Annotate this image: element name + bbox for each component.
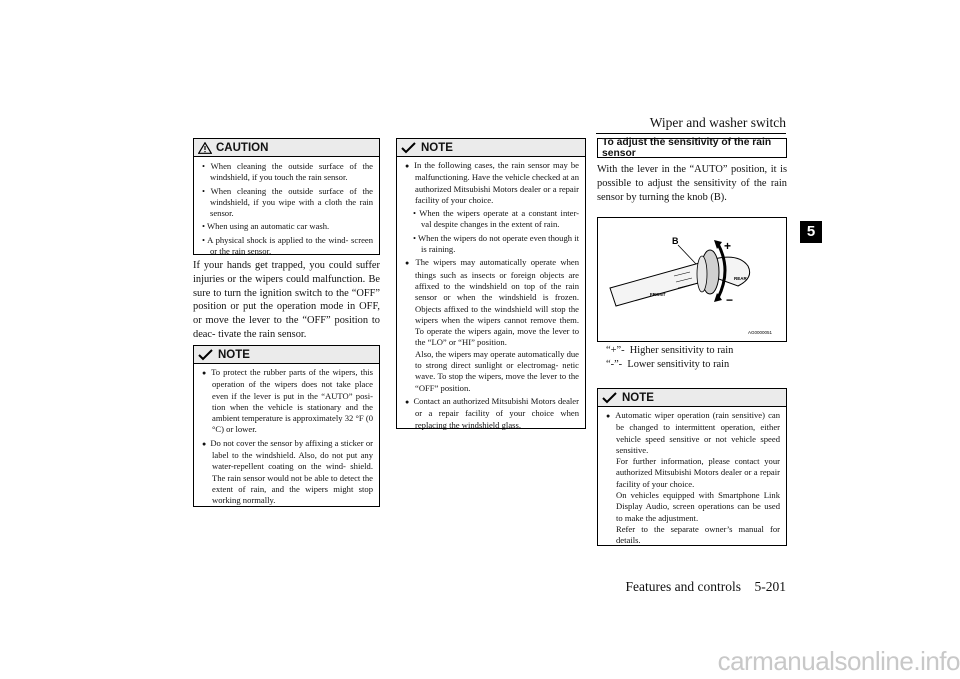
caution-box-header xyxy=(194,139,379,157)
watermark: carmanualsonline.info xyxy=(717,646,960,676)
note-middle-item: ● The wipers may automatically operate when things such as insects or foreign objects are affixed to the windshield on top of the rain sensor or when the windshield is frozen. Objects affixed to the windshield will stop the wipers when the wipers cannot remove them. To operate the wipers again, move the lever to the “LO” or “HI” position. xyxy=(403,257,579,348)
trap-warning-paragraph: If your hands get trapped, you could suffer injuries or the wipers could malfunction. Be sure to turn the ignition switch to the “OFF” position or put the operation mode in OFF, or move the lever to the “OFF” position to deac- tivate the rain sensor. xyxy=(193,260,380,340)
footer-section: Features and controls xyxy=(625,579,741,594)
note-middle-item-continued: Also, the wipers may operate automatically due to strong direct sunlight or electromag- netic wave. To stop the wipers, move the lever to the “OFF” position. xyxy=(415,348,579,393)
figure-minus-sign: − xyxy=(726,293,734,307)
caution-item: • When cleaning the outside surface of the windshield, if you wipe with a cloth the rain sensor. xyxy=(202,185,373,219)
note-left-header xyxy=(194,346,379,364)
pencil-check-icon xyxy=(198,349,214,361)
caution-title: CAUTION xyxy=(216,141,269,154)
note-box-left xyxy=(193,345,380,507)
note-right-paragraph: Refer to the separate owner’s manual for details. xyxy=(616,523,780,546)
legend-text: Higher sensitivity to rain xyxy=(629,345,734,356)
legend-text: Lower sensitivity to rain xyxy=(627,358,730,370)
page-footer xyxy=(626,579,786,595)
page-header-title: Wiper and washer switch xyxy=(649,115,786,130)
warning-triangle-icon xyxy=(198,142,212,154)
note-middle-item: ● In the following cases, the rain sensor may be malfunctioning. Have the vehicle checked at an authorized Mitsubishi Motors dealer or a repair facility of your choice. xyxy=(403,160,579,206)
figure-label-b: B xyxy=(672,236,679,246)
figure-front-label: FRONT xyxy=(650,292,666,297)
sensitivity-section-heading: To adjust the sensitivity of the rain sensor xyxy=(597,138,787,158)
sensitivity-legend xyxy=(606,344,786,371)
caution-item: • A physical shock is applied to the wind- screen or the rain sensor. xyxy=(202,234,373,257)
sensitivity-paragraph: With the lever in the “AUTO” position, it is possible to adjust the sensitivity of the rain sensor by turning the knob (B). xyxy=(597,164,787,203)
note-right-header xyxy=(598,389,786,407)
rain-sensor-knob-figure xyxy=(597,217,787,342)
header-rule xyxy=(596,133,786,134)
note-box-middle xyxy=(396,138,586,429)
note-middle-body xyxy=(397,157,585,437)
note-middle-subitem: • When the wipers operate at a constant inter- val despite changes in the extent of rain. xyxy=(413,208,579,230)
note-right-title: NOTE xyxy=(622,391,654,404)
note-right-paragraph: On vehicles equipped with Smartphone Link Display Audio, screen operations can be used to make the adjustment. xyxy=(616,490,780,523)
caution-item: • When using an automatic car wash. xyxy=(202,221,330,232)
footer-page-number: 5-201 xyxy=(754,579,786,594)
note-left-item: ● To protect the rubber parts of the wipers, this operation of the wipers does not take place even if the lever is put in the “AUTO” posi- tion when the vehicle is stationary and the ambient temperature is approximately 32 °F (0 °C) or lower. xyxy=(200,367,373,436)
caution-box xyxy=(193,138,380,255)
wiper-lever-illustration xyxy=(598,218,786,341)
legend-key: “-”- xyxy=(606,358,623,370)
note-right-item: ● Automatic wiper operation (rain sensitive) can be changed to intermittent operation, either vehicle speed sensitive or not vehicle speed sensitive. xyxy=(604,410,780,456)
note-right-paragraph: For further information, please contact your authorized Mitsubishi Motors dealer or a repair facility of your choice. xyxy=(616,456,780,489)
caution-item: • When cleaning the outside surface of the windshield, if you touch the rain sensor. xyxy=(202,161,373,183)
chapter-tab: 5 xyxy=(800,221,822,243)
legend-row-minus xyxy=(606,358,786,372)
pencil-check-icon xyxy=(602,392,618,404)
note-right-body xyxy=(598,407,786,551)
note-left-item: ● Do not cover the sensor by affixing a sticker or label to the windshield. Also, do not put any water-repellent coating on the wind- shield. The rain sensor would not be able to detect the extent of rain, and the wipers might stop working normally. xyxy=(200,438,373,507)
figure-reference-code: AG0000051 xyxy=(748,330,773,335)
note-left-title: NOTE xyxy=(218,348,250,361)
note-middle-header xyxy=(397,139,585,157)
legend-row-plus xyxy=(606,344,786,358)
figure-plus-sign: + xyxy=(724,239,732,253)
figure-rear-label: REAR xyxy=(734,276,747,281)
legend-key: “+”- xyxy=(606,345,625,356)
note-left-body xyxy=(194,364,379,513)
pencil-check-icon xyxy=(401,142,417,154)
note-middle-subitem: • When the wipers do not operate even though it is raining. xyxy=(413,232,579,255)
note-box-right xyxy=(597,388,787,546)
note-middle-title: NOTE xyxy=(421,141,453,154)
note-middle-item: ● Contact an authorized Mitsubishi Motors dealer or a repair facility of your choice when replacing the windshield glass. xyxy=(403,396,579,431)
caution-body xyxy=(194,157,379,263)
